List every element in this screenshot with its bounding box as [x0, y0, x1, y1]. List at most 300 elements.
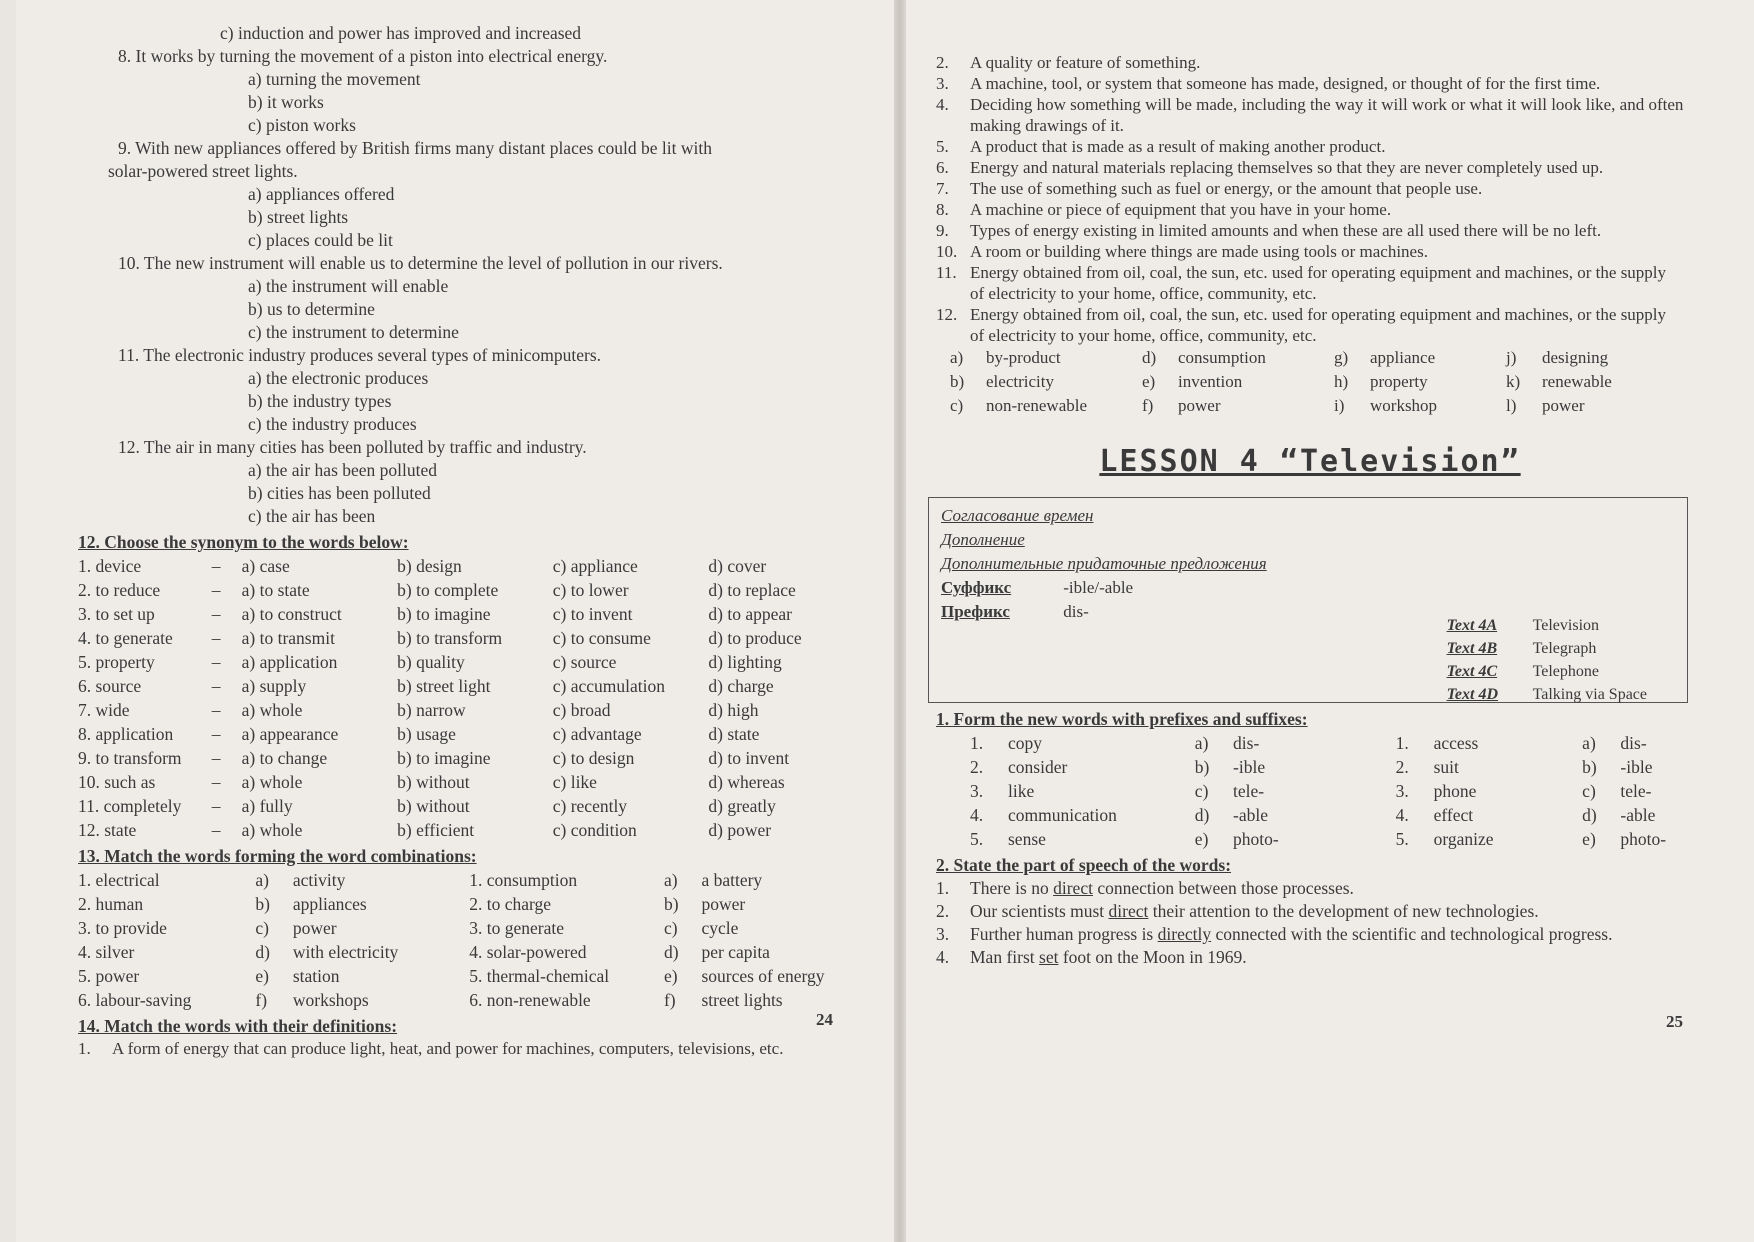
match-cell: a battery [701, 870, 763, 890]
text-reference [1447, 660, 1647, 683]
form-cell: phone [1433, 781, 1477, 801]
form-cell: sense [1008, 829, 1046, 849]
speech-list [936, 877, 1684, 969]
option-text: b) it works [248, 92, 324, 112]
match-row [78, 964, 854, 988]
match-cell: station [292, 966, 340, 986]
synonym-row [78, 722, 854, 746]
text-title: Talking via Space [1532, 686, 1647, 703]
sentence-post: connected with the scientific and technological progress. [1211, 924, 1613, 944]
text-reference [1447, 683, 1647, 706]
synonym-cell: a) case [241, 556, 290, 576]
match-heading: 13. Match the words forming the word combinations: [78, 846, 477, 866]
grammar-topic: Согласование времен [941, 506, 1094, 525]
synonym-cell: b) to imagine [397, 604, 491, 624]
form-cell: 4. [1395, 805, 1409, 825]
synonym-cell: – [211, 820, 221, 840]
question-list [78, 45, 854, 528]
synonym-cell: – [211, 604, 221, 624]
form-cell: -able [1620, 805, 1656, 825]
synonym-cell: a) application [241, 652, 338, 672]
option-text: c) the instrument to determine [248, 322, 459, 342]
form-cell: -able [1233, 805, 1269, 825]
synonym-cell: d) to invent [708, 748, 790, 768]
choice-cell: property [1370, 372, 1428, 391]
choices-table [950, 346, 1668, 418]
synonym-cell: – [211, 628, 221, 648]
form-row [970, 731, 1684, 755]
match-cell: cycle [701, 918, 739, 938]
definition-item [936, 157, 1684, 178]
synonym-cell: – [211, 772, 221, 792]
grammar-box [928, 497, 1688, 703]
synonym-cell: a) fully [241, 796, 293, 816]
option-text: c) induction and power has improved and increased [220, 23, 582, 43]
speech-heading: 2. State the part of speech of the words: [936, 855, 1232, 875]
definition-item [936, 94, 1684, 136]
form-cell: e) [1582, 829, 1596, 849]
form-row [970, 779, 1684, 803]
choice-cell: non-renewable [986, 396, 1088, 415]
form-row [970, 755, 1684, 779]
form-cell: 4. [970, 805, 984, 825]
definition-text: The use of something such as fuel or energy, or the amount that people use. [970, 179, 1483, 198]
choice-cell: h) [1334, 372, 1349, 391]
target-word: direct [1108, 901, 1149, 921]
synonym-cell: c) advantage [552, 724, 642, 744]
option-text: b) the industry types [248, 391, 392, 411]
choice-cell: electricity [986, 372, 1054, 391]
definition-item [936, 304, 1684, 346]
synonym-cell: b) narrow [397, 700, 466, 720]
match-row [78, 892, 854, 916]
definition-text: A room or building where things are made using tools or machines. [970, 242, 1428, 261]
definition-item [936, 262, 1684, 304]
definition-text: Energy obtained from oil, coal, the sun, etc. used for operating equipment and machines, or the supply of electricity to your home, office, community, etc. [970, 263, 1667, 303]
match-cell: b) [663, 894, 679, 914]
match-cell: activity [292, 870, 346, 890]
definition-number: 8. [936, 200, 949, 219]
match-cell: 1. electrical [78, 870, 160, 890]
form-cell: tele- [1620, 781, 1652, 801]
choice-row [950, 346, 1668, 370]
definition-item [936, 73, 1684, 94]
synonym-cell: – [211, 556, 221, 576]
left-page [16, 0, 894, 1242]
option-text: a) the electronic produces [248, 368, 429, 388]
synonym-cell: a) supply [241, 676, 307, 696]
form-cell: 3. [970, 781, 984, 801]
match-cell: e) [663, 966, 678, 986]
form-cell: -ible [1620, 757, 1653, 777]
synonym-row [78, 626, 854, 650]
lesson-title: LESSON 4 “Television” [1099, 444, 1521, 479]
synonym-cell: – [211, 796, 221, 816]
form-cell: 5. [1395, 829, 1409, 849]
match-cell: 3. to generate [469, 918, 564, 938]
definition-number: 6. [936, 158, 949, 177]
sentence-text [970, 923, 1684, 946]
match-cell: 4. silver [78, 942, 135, 962]
synonym-cell: 4. to generate [78, 628, 173, 648]
form-cell: like [1008, 781, 1035, 801]
synonym-cell: b) street light [397, 676, 491, 696]
definition-text: A machine, tool, or system that someone has made, designed, or thought of for the first time. [970, 74, 1601, 93]
form-cell: 3. [1395, 781, 1409, 801]
sentence-post: their attention to the development of new technologies. [1148, 901, 1539, 921]
page-number: 25 [1666, 1012, 1683, 1031]
match-cell: 2. to charge [469, 894, 552, 914]
sentence-number: 1. [936, 878, 950, 898]
prefix-row: Префикс dis- [941, 602, 1089, 621]
text-title: Telegraph [1532, 640, 1597, 657]
grammar-topics [941, 504, 1675, 576]
synonym-row [78, 770, 854, 794]
match-cell: power [701, 894, 746, 914]
synonym-cell: – [211, 676, 221, 696]
synonym-cell: d) to appear [708, 604, 792, 624]
option-text: a) appliances offered [248, 184, 395, 204]
form-cell: effect [1433, 805, 1474, 825]
synonym-cell: b) efficient [397, 820, 475, 840]
definition-item [936, 136, 1684, 157]
choice-cell: l) [1506, 396, 1517, 415]
form-cell: photo- [1233, 829, 1279, 849]
synonym-cell: c) to design [552, 748, 635, 768]
synonym-cell: c) broad [552, 700, 611, 720]
match-cell: c) [663, 918, 678, 938]
choice-cell: f) [1142, 396, 1154, 415]
form-cell: photo- [1620, 829, 1667, 849]
synonym-cell: c) recently [552, 796, 628, 816]
match-cell: a) [663, 870, 678, 890]
question-text: 10. The new instrument will enable us to determine the level of pollution in our rivers. [118, 253, 723, 273]
synonym-cell: b) without [397, 772, 470, 792]
synonym-cell: c) source [552, 652, 617, 672]
synonym-cell: b) to transform [397, 628, 503, 648]
form-cell: d) [1582, 805, 1597, 825]
sentence-post: foot on the Moon in 1969. [1058, 947, 1247, 967]
synonym-cell: d) power [708, 820, 772, 840]
match-cell: 3. to provide [78, 918, 167, 938]
synonym-cell: – [211, 700, 221, 720]
sentence-pre: There is no [970, 878, 1054, 898]
form-cell: 2. [970, 757, 984, 777]
synonym-cell: d) greatly [708, 796, 776, 816]
synonym-cell: b) to complete [397, 580, 499, 600]
match-cell: 5. thermal-chemical [469, 966, 610, 986]
match-cell: 6. labour-saving [78, 990, 192, 1010]
match-cell: 5. power [78, 966, 140, 986]
text-title: Telephone [1532, 663, 1599, 680]
match-cell: appliances [292, 894, 367, 914]
choice-cell: g) [1334, 348, 1349, 367]
match-cell: 4. solar-powered [469, 942, 587, 962]
synonym-cell: 8. application [78, 724, 174, 744]
definition-number: 12. [936, 305, 958, 324]
definition-number: 3. [936, 74, 949, 93]
form-cell: 2. [1395, 757, 1409, 777]
synonym-cell: b) design [397, 556, 462, 576]
synonym-cell: a) to state [241, 580, 310, 600]
synonym-cell: c) appliance [552, 556, 638, 576]
synonym-row [78, 698, 854, 722]
text-id: Text 4D [1446, 686, 1498, 703]
choice-cell: c) [950, 396, 964, 415]
text-id: Text 4B [1446, 640, 1498, 657]
synonym-row [78, 746, 854, 770]
option-text: b) street lights [248, 207, 349, 227]
choice-cell: invention [1178, 372, 1243, 391]
form-cell: organize [1433, 829, 1494, 849]
synonym-cell: – [211, 748, 221, 768]
form-cell: access [1433, 733, 1479, 753]
definition-number: 11. [936, 263, 957, 282]
match-cell: power [292, 918, 337, 938]
definition-text: A product that is made as a result of making another product. [970, 137, 1386, 156]
question-text: 11. The electronic industry produces several types of minicomputers. [118, 345, 602, 365]
synonym-cell: a) whole [241, 820, 303, 840]
form-cell: dis- [1233, 733, 1260, 753]
definition-list [936, 52, 1684, 346]
sentence-text [970, 900, 1684, 923]
match-cell: workshops [292, 990, 369, 1010]
match-cell: f) [255, 990, 268, 1010]
match-cell: per capita [701, 942, 770, 962]
form-cell: communication [1008, 805, 1117, 825]
synonym-cell: b) without [397, 796, 470, 816]
synonym-cell: 9. to transform [78, 748, 182, 768]
match-cell: b) [255, 894, 270, 914]
synonym-cell: a) to change [241, 748, 328, 768]
synonym-cell: 11. completely [78, 796, 182, 816]
sentence-pre: Our scientists must [970, 901, 1109, 921]
definition-item [936, 241, 1684, 262]
synonyms-heading: 12. Choose the synonym to the words below: [78, 532, 409, 552]
choice-row [950, 394, 1668, 418]
grammar-topic: Дополнение [941, 530, 1025, 549]
synonym-cell: d) to replace [708, 580, 796, 600]
form-cell: c) [1582, 781, 1596, 801]
text-id: Text 4A [1446, 617, 1498, 634]
synonym-cell: 2. to reduce [78, 580, 161, 600]
synonyms-table [78, 554, 854, 842]
match-cell: sources of energy [701, 966, 825, 986]
option-text: a) the air has been polluted [248, 460, 438, 480]
definition-text: A quality or feature of something. [970, 53, 1201, 72]
match-cell: 1. consumption [469, 870, 578, 890]
synonym-cell: – [211, 652, 221, 672]
form-cell: d) [1194, 805, 1210, 825]
match-cell: e) [255, 966, 269, 986]
sentence-text [970, 877, 1684, 900]
choice-cell: power [1542, 396, 1585, 415]
match-cell: d) [255, 942, 270, 962]
synonym-cell: – [211, 724, 221, 744]
synonym-cell: c) to consume [552, 628, 651, 648]
form-cell: b) [1582, 757, 1597, 777]
synonym-cell: 6. source [78, 676, 142, 696]
choice-cell: a) [950, 348, 964, 367]
form-row [970, 827, 1684, 851]
synonym-cell: 3. to set up [78, 604, 155, 624]
choice-cell: appliance [1370, 348, 1436, 367]
synonym-row [78, 554, 854, 578]
match-row [78, 916, 854, 940]
form-cell: copy [1008, 733, 1043, 753]
form-heading: 1. Form the new words with prefixes and suffixes: [936, 709, 1308, 729]
synonym-cell: c) to invent [552, 604, 633, 624]
synonym-cell: 10. such as [78, 772, 156, 792]
definition-text: A machine or piece of equipment that you have in your home. [970, 200, 1392, 219]
definition-number: 7. [936, 179, 949, 198]
text-reference [1447, 614, 1647, 637]
form-cell: -ible [1233, 757, 1266, 777]
synonym-cell: 7. wide [78, 700, 130, 720]
synonym-cell: a) whole [241, 772, 303, 792]
question-text: 12. The air in many cities has been polluted by traffic and industry. [118, 437, 587, 457]
form-cell: 1. [1395, 733, 1409, 753]
synonym-row [78, 674, 854, 698]
choice-cell: i) [1334, 396, 1345, 415]
definition-item: 1. A form of energy that can produce light, heat, and power for machines, computers, televisions, etc. [78, 1039, 784, 1058]
choice-cell: by-product [986, 348, 1061, 367]
choice-cell: k) [1506, 372, 1521, 391]
choice-cell: designing [1542, 348, 1609, 367]
synonym-cell: b) usage [397, 724, 456, 744]
sentence-number: 4. [936, 947, 950, 967]
sentence-pre: Man first [970, 947, 1040, 967]
form-cell: 5. [970, 829, 984, 849]
synonym-cell: c) condition [552, 820, 637, 840]
synonym-cell: d) to produce [708, 628, 802, 648]
option-text: a) the instrument will enable [248, 276, 449, 296]
match-cell: c) [255, 918, 269, 938]
text-list [1447, 614, 1647, 706]
synonym-cell: 5. property [78, 652, 155, 672]
choice-cell: b) [950, 372, 965, 391]
synonym-cell: b) to imagine [397, 748, 491, 768]
book-spine [894, 0, 906, 1242]
match-cell: a) [255, 870, 269, 890]
match-cell: 6. non-renewable [469, 990, 591, 1010]
match-cell: street lights [701, 990, 783, 1010]
synonym-cell: 12. state [78, 820, 137, 840]
synonym-cell: a) to construct [241, 604, 342, 624]
match-cell: with electricity [292, 942, 399, 962]
speech-sentence [936, 877, 1684, 900]
option-text: c) the industry produces [248, 414, 417, 434]
definition-item [936, 178, 1684, 199]
question-text: 8. It works by turning the movement of a piston into electrical energy. [118, 46, 608, 66]
match-cell: f) [663, 990, 676, 1010]
definition-number: 2. [936, 53, 949, 72]
definition-text: Deciding how something will be made, including the way it will work or what it will look like, and often making drawings of it. [970, 95, 1684, 135]
choice-cell: d) [1142, 348, 1157, 367]
form-cell: suit [1433, 757, 1459, 777]
definition-text: Types of energy existing in limited amounts and when these are all used there will be no left. [970, 221, 1602, 240]
sentence-number: 2. [936, 901, 950, 921]
sentence-pre: Further human progress is [970, 924, 1158, 944]
speech-sentence [936, 923, 1684, 946]
synonym-cell: d) lighting [708, 652, 782, 672]
match-cell: d) [663, 942, 679, 962]
choice-cell: power [1178, 396, 1221, 415]
match-table [78, 868, 854, 1012]
synonym-row [78, 602, 854, 626]
definition-item [936, 52, 1684, 73]
option-text: c) the air has been [248, 506, 376, 526]
synonym-cell: c) to lower [552, 580, 629, 600]
definition-text: Energy obtained from oil, coal, the sun, etc. used for operating equipment and machines, or the supply of electricity to your home, office, community, etc. [970, 305, 1667, 345]
synonym-row [78, 818, 854, 842]
definition-number: 4. [936, 95, 949, 114]
form-cell: a) [1194, 733, 1209, 753]
speech-sentence [936, 900, 1684, 923]
grammar-topic: Дополнительные придаточные предложения [941, 554, 1267, 573]
synonym-row [78, 578, 854, 602]
target-word: set [1039, 947, 1059, 967]
definition-item [936, 220, 1684, 241]
form-cell: e) [1194, 829, 1209, 849]
choice-cell: consumption [1178, 348, 1266, 367]
synonym-cell: a) whole [241, 700, 303, 720]
form-row [970, 803, 1684, 827]
form-cell: dis- [1620, 733, 1647, 753]
form-cell: a) [1582, 733, 1596, 753]
synonym-cell: 1. device [78, 556, 142, 576]
text-id: Text 4C [1446, 663, 1498, 680]
synonym-cell: a) to transmit [241, 628, 335, 648]
choice-cell: e) [1142, 372, 1156, 391]
synonym-cell: a) appearance [241, 724, 339, 744]
question-text: 9. With new appliances offered by British firms many distant places could be lit with [118, 138, 713, 158]
synonym-cell: d) high [708, 700, 759, 720]
synonym-cell: c) accumulation [552, 676, 665, 696]
form-cell: b) [1194, 757, 1210, 777]
definition-number: 10. [936, 242, 958, 261]
synonym-cell: c) like [552, 772, 597, 792]
option-text: b) cities has been polluted [248, 483, 431, 503]
synonym-row [78, 650, 854, 674]
synonym-cell: – [211, 580, 221, 600]
suffix-row: Суффикс -ible/-able [941, 578, 1134, 597]
choice-cell: j) [1506, 348, 1517, 367]
definition-number: 9. [936, 221, 949, 240]
synonym-cell: d) whereas [708, 772, 785, 792]
match-row [78, 940, 854, 964]
definition-text: Energy and natural materials replacing themselves so that they are never completely used up. [970, 158, 1604, 177]
option-text: c) places could be lit [248, 230, 393, 250]
definition-number: 5. [936, 137, 949, 156]
definitions-heading: 14. Match the words with their definitions: [78, 1016, 398, 1036]
choice-row [950, 370, 1668, 394]
definition-item [936, 199, 1684, 220]
sentence-number: 3. [936, 924, 950, 944]
option-text: b) us to determine [248, 299, 375, 319]
form-table [970, 731, 1684, 851]
question-text-cont: solar-powered street lights. [108, 161, 298, 181]
target-word: direct [1053, 878, 1093, 898]
option-text: c) piston works [248, 115, 356, 135]
speech-sentence [936, 946, 1684, 969]
text-title: Television [1532, 617, 1600, 634]
synonym-cell: d) state [708, 724, 760, 744]
synonym-cell: b) quality [397, 652, 465, 672]
option-text: a) turning the movement [248, 69, 421, 89]
sentence-post: connection between those processes. [1092, 878, 1354, 898]
choice-cell: workshop [1370, 396, 1438, 415]
